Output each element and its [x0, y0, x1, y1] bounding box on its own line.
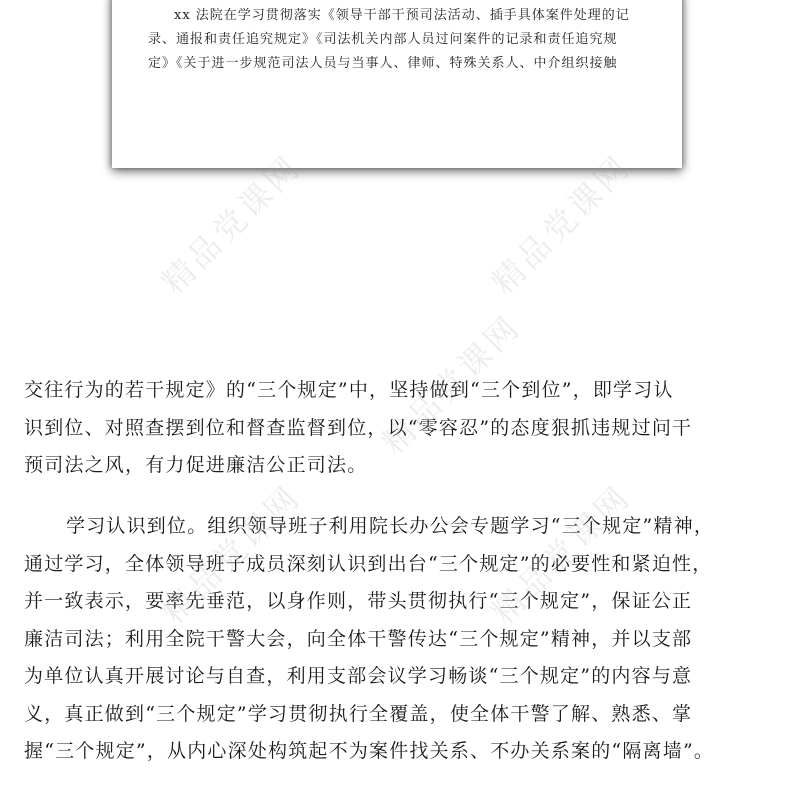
text-line: 通过学习，全体领导班子成员深刻认识到出台“三个规定”的必要性和紧迫性，: [24, 552, 713, 575]
paragraph-continuation: [24, 372, 780, 485]
text-line: 握“三个规定”，从内心深处构筑起不为案件找关系、不办关系案的“隔离墙”。: [24, 740, 715, 762]
text-line: 廉洁司法；利用全院干警大会，向全体干警传达“三个规定”精神，并以支部: [24, 627, 693, 650]
text-line: 预司法之风，有力促进廉洁公正司法。: [24, 454, 368, 476]
watermark: 精品党课网: [154, 477, 309, 632]
paragraph-study-awareness: [24, 508, 780, 771]
document-preview-card: [112, 0, 682, 168]
preview-line: 录、通报和责任追究规定》《司法机关内部人员过问案件的记录和责任追究规: [148, 32, 618, 47]
text-line: 并一致表示，要率先垂范，以身作则，带头贯彻执行“三个规定”，保证公正: [24, 590, 693, 612]
text-line: 义，真正做到“三个规定”学习贯彻执行全覆盖，使全体干警了解、熟悉、掌: [24, 702, 693, 725]
text-line: 交往行为的若干规定》的“三个规定”中，坚持做到“三个到位”，即学习认: [24, 379, 674, 401]
watermark: 精品党课网: [154, 147, 309, 302]
text-line: 学习认识到位。组织领导班子利用院长办公会专题学习“三个规定”精神，: [66, 515, 715, 537]
preview-text: [148, 4, 658, 76]
preview-line: 定》《关于进一步规范司法人员与当事人、律师、特殊关系人、中介组织接触: [148, 56, 618, 71]
watermark: 精品党课网: [374, 307, 529, 462]
preview-line: xx 法院在学习贯彻落实《领导干部干预司法活动、插手具体案件处理的记: [174, 8, 630, 23]
text-line: 识到位、对照查摆到位和督查监督到位，以“零容忍”的态度狠抓违规过问干: [24, 416, 693, 439]
text-line: 为单位认真开展讨论与自查，利用支部会议学习畅谈“三个规定”的内容与意: [24, 665, 693, 687]
watermark: 精品党课网: [484, 147, 639, 302]
watermark: 精品党课网: [484, 477, 639, 632]
